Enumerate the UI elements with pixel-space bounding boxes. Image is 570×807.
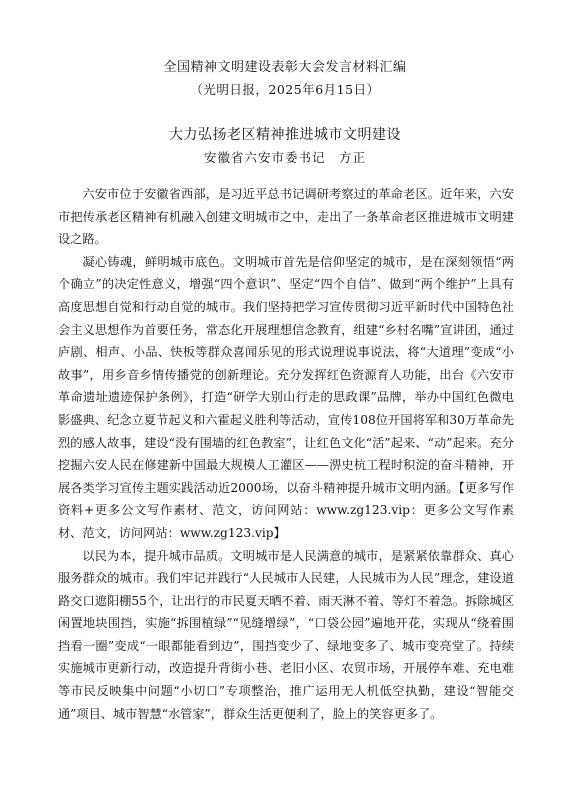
collection-title: 全国精神文明建设表彰大会发言材料汇编 bbox=[163, 60, 407, 75]
paragraph-intro: 六安市位于安徽省西部，是习近平总书记调研考察过的革命老区。近年来，六安市把传承老区精神有机融入创建文明城市之中，走出了一条革命老区推进城市文明建设之路。 bbox=[58, 187, 514, 247]
source-line: （光明日报，2025年6月15日） bbox=[190, 82, 380, 97]
article-title: 大力弘扬老区精神推进城市文明建设 bbox=[169, 127, 401, 143]
paragraph-people: 以民为本，提升城市品质。文明城市是人民满意的城市，是紧紧依靠群众、真心服务群众的城市。我们牢记并践行“人民城市人民建，人民城市为人民”理念，建设道路交口遮阳棚55个，让出行的市民夏天晒不着、雨天淋不着、等灯不着急。拆除城区闲置地块围挡，实施“拆围植绿”“见缝增绿”，“口袋公园”遍地开花，实现从“绕着围挡看一圈”变成“一眼都能看到边”，围挡变少了、绿地变多了、城市变亮堂了。持续实施城市更新行动，改造提升背街小巷、老旧小区、农贸市场，开展停车难、充电难等市民反映集中问题“小切口”专项整治，推广运用无人机低空执勤，建设“智能交通”项目、城市智慧“水管家”，群众生活更便利了，脸上的笑容更多了。 bbox=[58, 548, 514, 721]
author-line: 安徽省六安市委书记 方正 bbox=[203, 150, 366, 165]
paragraph-soul: 凝心铸魂，鲜明城市底色。文明城市首先是信仰坚定的城市，是在深刻领悟“两个确立”的决定性意义，增强“四个意识”、坚定“四个自信”、做到“两个维护”上具有高度思想自觉和行动自觉的城市。我们坚持把学习宣传贯彻习近平新时代中国特色社会主义思想作为首要任务，常态化开展理想信念教育，组建“乡村名嘴”宣讲团，通过庐剧、相声、小品、快板等群众喜闻乐见的形式说理说事说法，将“大道理”变成“小故事”，用乡音乡情传播党的创新理论。充分发挥红色资源育人功能，出台《六安市革命遗址遗迹保护条例》，打造“研学大别山行走的思政课”品牌，举办中国红色微电影盛典、纪念立夏节起义和六霍起义胜利等活动，宣传108位开国将军和30万革命先烈的感人故事，建设“没有围墙的红色教室”，让红色文化“活”起来、“动”起来。充分挖掘六安人民在修建新中国最大规模人工灌区——淠史杭工程时积淀的奋斗精神，开展各类学习宣传主题实践活动近2000场，以奋斗精神提升城市文明内涵。【更多写作资料+更多公文写作素材、范文，访问网站：www.zg123.vip：更多公文写作素材、范文，访问网站：www.zg123.vip】 bbox=[58, 254, 514, 540]
article-body bbox=[58, 183, 514, 725]
